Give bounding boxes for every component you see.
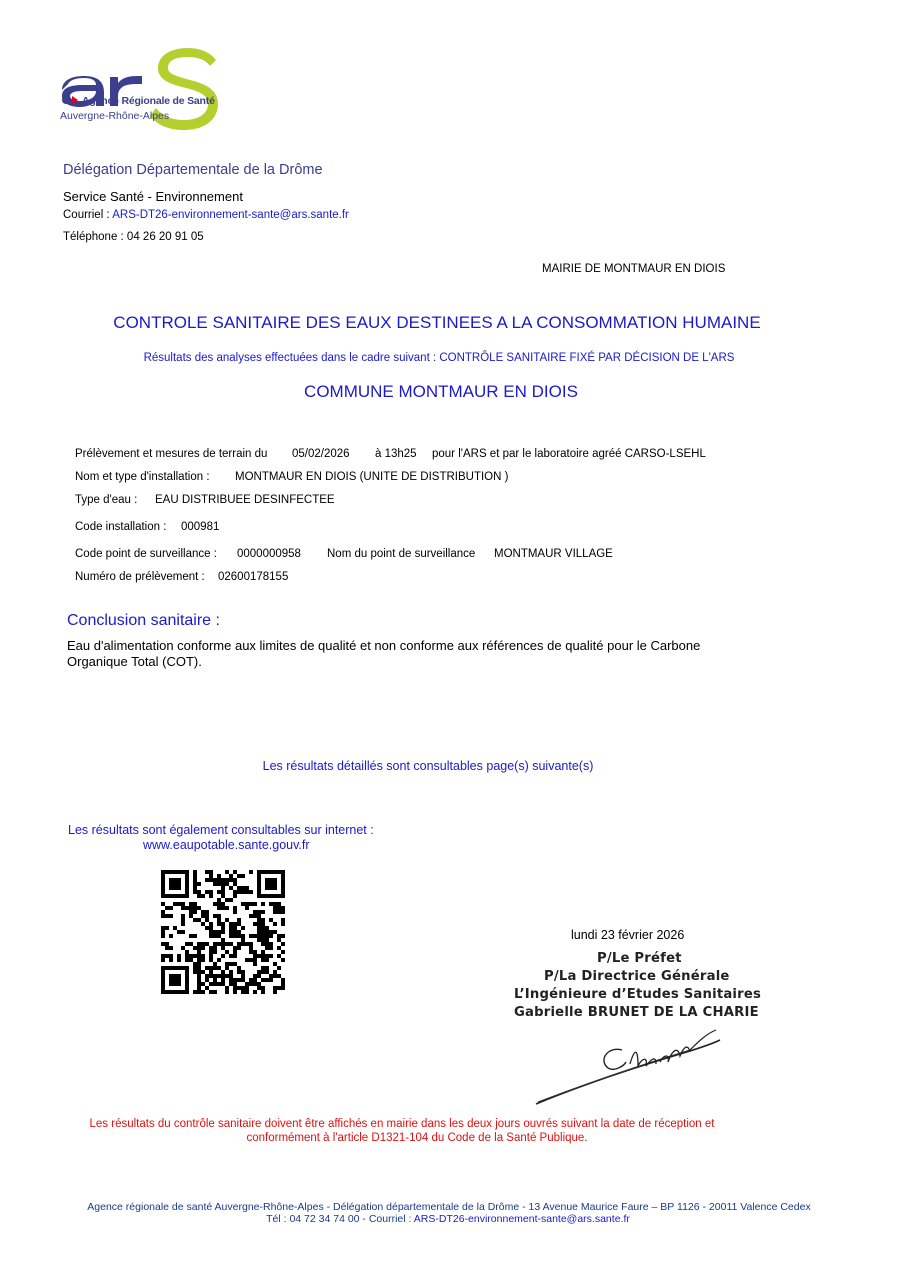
detailed-results-note: Les résultats détaillés sont consultables page(s) suivante(s) [262, 759, 594, 773]
footer-contact [0, 1213, 896, 1225]
signature-line1: P/Le Préfet [597, 951, 682, 966]
internet-url[interactable]: www.eaupotable.sante.gouv.fr [143, 838, 310, 852]
handwritten-signature [530, 1020, 730, 1110]
email-label: Courriel : [63, 209, 113, 221]
sampling-lab: pour l'ARS et par le laboratoire agréé CARSO-LSEHL [432, 448, 706, 460]
water-type-value: EAU DISTRIBUEE DESINFECTEE [155, 494, 335, 506]
recipient: MAIRIE DE MONTMAUR EN DIOIS [542, 263, 726, 275]
logo-region-text: Auvergne-Rhône-Alpes [60, 110, 170, 122]
logo-agency-text: Agence Régionale de Santé [82, 95, 215, 107]
conclusion-heading: Conclusion sanitaire : [67, 612, 220, 629]
footer-email-link[interactable]: ARS-DT26-environnement-sante@ars.sante.fr [413, 1213, 630, 1225]
installation-value: MONTMAUR EN DIOIS (UNITE DE DISTRIBUTION ) [235, 471, 509, 483]
qr-code[interactable] [161, 870, 285, 994]
display-notice-line1: Les résultats du contrôle sanitaire doivent être affichés en mairie dans les deux jours ouvrés suivant la date de réception et [89, 1118, 715, 1130]
code-installation-value: 000981 [181, 521, 220, 533]
signature-date: lundi 23 février 2026 [571, 928, 685, 942]
conclusion-text-line2: Organique Total (COT). [67, 654, 202, 669]
installation-label: Nom et type d'installation : [75, 471, 210, 483]
internet-line: Les résultats sont également consultables sur internet : [68, 823, 374, 837]
qr-code-graphic [161, 870, 285, 994]
point-code-value: 0000000958 [237, 548, 301, 560]
subtitle: Résultats des analyses effectuées dans le cadre suivant : CONTRÔLE SANITAIRE FIXÉ PAR DÉCISION DE L'ARS [143, 352, 735, 364]
commune-title: COMMUNE MONTMAUR EN DIOIS [304, 382, 578, 401]
sampling-label: Prélèvement et mesures de terrain du [75, 448, 268, 460]
sample-number-value: 02600178155 [218, 571, 289, 583]
sampling-time: à 13h25 [375, 448, 417, 460]
service-name: Service Santé - Environnement [63, 189, 243, 204]
conclusion-text-line1: Eau d'alimentation conforme aux limites de qualité et non conforme aux références de qualité pour le Carbone [67, 638, 701, 653]
email-line [63, 209, 349, 221]
point-name-value: MONTMAUR VILLAGE [494, 548, 613, 560]
footer-contact-prefix: Tél : 04 72 34 74 00 - Courriel : [266, 1213, 414, 1225]
main-title: CONTROLE SANITAIRE DES EAUX DESTINEES A LA CONSOMMATION HUMAINE [113, 313, 761, 332]
phone-line: Téléphone : 04 26 20 91 05 [63, 231, 204, 243]
email-link[interactable]: ARS-DT26-environnement-sante@ars.sante.fr [112, 209, 349, 221]
code-installation-label: Code installation : [75, 521, 167, 533]
delegation-title: Délégation Départementale de la Drôme [63, 162, 323, 178]
signature-line3: L’Ingénieure d’Etudes Sanitaires [514, 987, 762, 1002]
water-type-label: Type d'eau : [75, 494, 138, 506]
point-code-label: Code point de surveillance : [75, 548, 217, 560]
display-notice-line2: conformément à l'article D1321-104 du Code de la Santé Publique. [246, 1132, 588, 1144]
signature-line2: P/La Directrice Générale [544, 969, 730, 984]
sample-number-label: Numéro de prélèvement : [75, 571, 205, 583]
sampling-date: 05/02/2026 [292, 448, 350, 460]
signature-line4: Gabrielle BRUNET DE LA CHARIE [514, 1005, 759, 1020]
footer-address: Agence régionale de santé Auvergne-Rhône-Alpes - Délégation départementale de la Drôme - 13 Avenue Maurice Faure – BP 1126 - 20011 Valence Cedex [87, 1201, 811, 1213]
handwritten-signature-graphic [530, 1020, 730, 1110]
point-name-label: Nom du point de surveillance [327, 548, 476, 560]
